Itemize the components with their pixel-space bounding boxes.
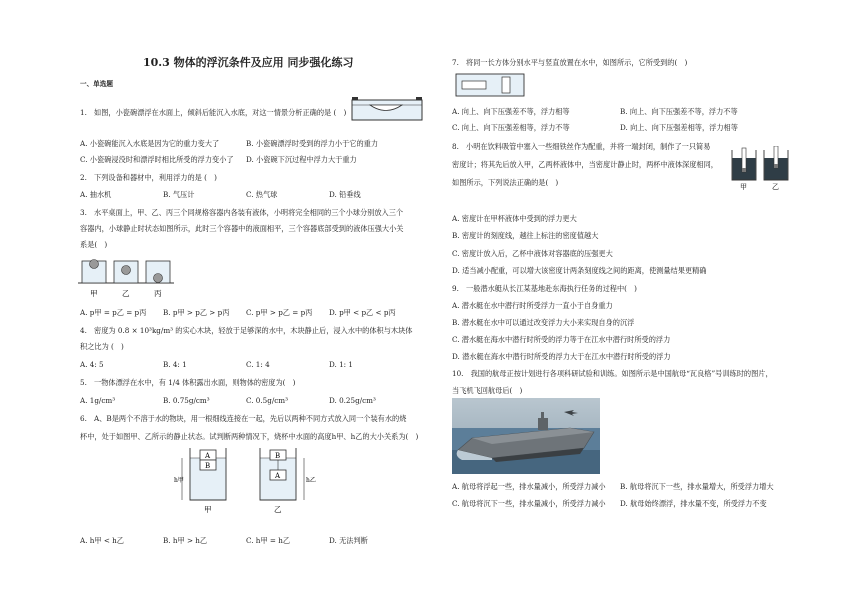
q6-h-yi: h乙 [306,477,316,484]
q8-cup-jia [732,148,756,180]
page-title: 10.3 物体的浮沉条件及应用 同步强化练习 [143,56,354,69]
section-heading: 一、单选题 [80,80,113,88]
q1-option-b: B. 小瓷碗漂浮时受到的浮力小于它的重力 [246,139,379,148]
q4-stem-line1: 4. 密度为 0.8 × 10³kg/m³ 的实心木块，轻放于足够深的水中，木块静止后，浸入水中的体积与木块体 [80,326,413,335]
q9-option-c: C. 潜水艇在海水中潜行时所受的浮力等于在江水中潜行时所受的浮力 [452,335,671,344]
q3-option-a: A. p甲 = p乙 = p丙 [80,308,147,317]
q6-beaker-yi [260,448,316,514]
q5-option-c: C. 0.5g/cm³ [246,396,288,405]
q7-tank-figure [454,72,528,98]
q3-containers-figure [78,255,178,301]
q7-option-b: B. 向上、向下压强差不等，浮力不等 [620,107,738,116]
q4-option-b: B. 4: 1 [163,360,187,369]
q3-stem-line3: 系是( ) [80,240,108,249]
q6-jia-block-b: B [205,462,211,470]
q5-stem: 5. 一物体漂浮在水中，有 1/4 体积露出水面，则物体的密度为( ) [80,378,296,387]
q4-option-d: D. 1: 1 [329,360,353,369]
q10-option-d: D. 航母始终漂浮，排水量不变，所受浮力不变 [620,499,767,508]
q8-option-a: A. 密度计在甲杯液体中受到的浮力更大 [452,214,577,223]
q8-stem-line1: 8. 小明在饮料吸管中塞入一些细铁丝作为配重，并将一端封闭，制作了一只简易 [452,142,711,151]
q6-beakers-figure [168,444,318,516]
q4-option-c: C. 1: 4 [246,360,270,369]
q8-cups-figure [728,146,794,190]
q6-h-jia: h甲 [174,477,184,484]
q10-carrier-photo [452,398,600,474]
q6-yi-block-a: A [275,472,281,480]
q7-horizontal-block [462,81,486,89]
q8-label-jia: 甲 [740,183,747,190]
q2-option-c: C. 热气球 [246,190,278,199]
q5-option-d: D. 0.25g/cm³ [329,396,376,405]
q8-option-d: D. 适当减小配重，可以增大该密度计两条刻度线之间的距离，使测量结果更精确 [452,266,707,275]
q4-option-a: A. 4: 5 [80,360,104,369]
q2-option-a: A. 抽水机 [80,190,112,199]
q3-stem-line1: 3. 水平桌面上，甲、乙、丙三个同规格容器内各装有液体，小明将完全相同的三个小球分别放入三个 [80,208,404,217]
q3-stem-line2: 容器内，小球静止时状态如图所示，此时三个容器中的液面相平，三个容器底部受到的液体压强大小关 [80,224,404,233]
q1-tank-rim-right [416,97,422,100]
q1-tank-rim-left [352,97,358,100]
q5-option-a: A. 1g/cm³ [80,396,116,405]
q7-option-c: C. 向上、向下压强差相等，浮力不等 [452,123,570,132]
q2-stem: 2. 下列设备和器材中，利用浮力的是 ( ) [80,173,217,182]
q6-label-yi: 乙 [274,505,282,514]
q10-option-c: C. 航母将沉下一些，排水量减小，所受浮力减小 [452,499,606,508]
q6-yi-block-b: B [275,452,281,460]
q9-stem: 9. 一般潜水艇从长江某基地赴东海执行任务的过程中( ) [452,284,637,293]
q1-option-a: A. 小瓷碗能沉入水底是因为它的重力变大了 [80,139,220,148]
q7-option-a: A. 向上、向下压强差不等，浮力相等 [452,107,570,116]
q3-label-jia: 甲 [90,289,98,298]
q6-option-b: B. h甲 > h乙 [163,536,208,545]
q1-stem: 1. 如图，小瓷碗漂浮在水面上，倾斜后能沉入水底，对这一情景分析正确的是 ( ) [80,108,347,117]
q6-label-jia: 甲 [204,505,212,514]
q1-bowl-figure [350,96,424,122]
q1-option-c: C. 小瓷碗浸没时和漂浮时相比所受的浮力变小了 [80,155,234,164]
q3-label-yi: 乙 [122,289,130,298]
q6-beaker-jia [174,448,226,514]
q3-label-bing: 丙 [154,289,162,298]
q9-option-d: D. 潜水艇在海水中潜行时所受的浮力大于在江水中潜行时所受的浮力 [452,352,671,361]
q8-cup-yi [764,146,788,180]
q6-jia-block-a: A [205,452,211,460]
q7-option-d: D. 向上、向下压强差相等，浮力相等 [620,123,738,132]
q2-option-d: D. 铅垂线 [329,190,361,199]
q6-option-c: C. h甲 = h乙 [246,536,291,545]
q1-option-d: D. 小瓷碗下沉过程中浮力大于重力 [246,155,357,164]
q5-option-b: B. 0.75g/cm³ [163,396,210,405]
q6-stem-line2: 杯中，处于如图甲、乙所示的静止状态。试判断两种情况下，烧杯中水面的高度h甲、h乙的大小关系为( ) [80,432,419,441]
q8-stem-line3: 如图所示，下列说法正确的是( ) [452,178,559,187]
q2-option-b: B. 气压计 [163,190,195,199]
q10-option-b: B. 航母将沉下一些，排水量增大，所受浮力增大 [620,482,774,491]
q9-option-a: A. 潜水艇在水中潜行时所受浮力一直小于自身重力 [452,301,613,310]
q10-island [538,418,548,430]
q7-vertical-block [502,77,510,93]
q8-option-c: C. 密度计放入后，乙杯中液体对容器底的压强更大 [452,249,613,258]
q10-option-a: A. 航母将浮起一些，排水量减小，所受浮力减小 [452,482,606,491]
q6-stem-line1: 6. A、B是两个不溶于水的物块，用一根细线连接在一起，先后以两种不同方式放入同一个装有水的烧 [80,414,407,423]
q6-option-d: D. 无法判断 [329,536,368,545]
q3-option-c: C. p甲 > p乙 = p丙 [246,308,313,317]
q8-option-b: B. 密度计的刻度线，越往上标注的密度值越大 [452,231,599,240]
q3-container-yi [114,261,138,283]
q3-container-bing [146,261,170,283]
q3-container-jia [82,260,106,284]
q3-option-b: B. p甲 > p乙 > p丙 [163,308,230,317]
q6-option-a: A. h甲 < h乙 [80,536,124,545]
q7-stem: 7. 将同一长方体分别水平与竖直放置在水中，如图所示，它所受到的( ) [452,58,688,67]
q10-stem-line2: 当飞机飞回航母后( ) [452,386,523,395]
q3-option-d: D. p甲 < p乙 < p丙 [329,308,396,317]
q8-label-yi: 乙 [772,183,779,190]
q10-stem-line1: 10. 我国的航母正按计划进行各项科研试验和训练。如图所示是中国航母“瓦良格”号训练时的图片， [452,369,773,378]
q9-option-b: B. 潜水艇在水中可以通过改变浮力大小来实现自身的沉浮 [452,318,635,327]
q4-stem-line2: 积之比为 ( ) [80,342,124,351]
q8-stem-line2: 密度计；将其先后放入甲，乙两杯液体中，当密度计静止时，两杯中液体深度相同， [452,160,718,169]
